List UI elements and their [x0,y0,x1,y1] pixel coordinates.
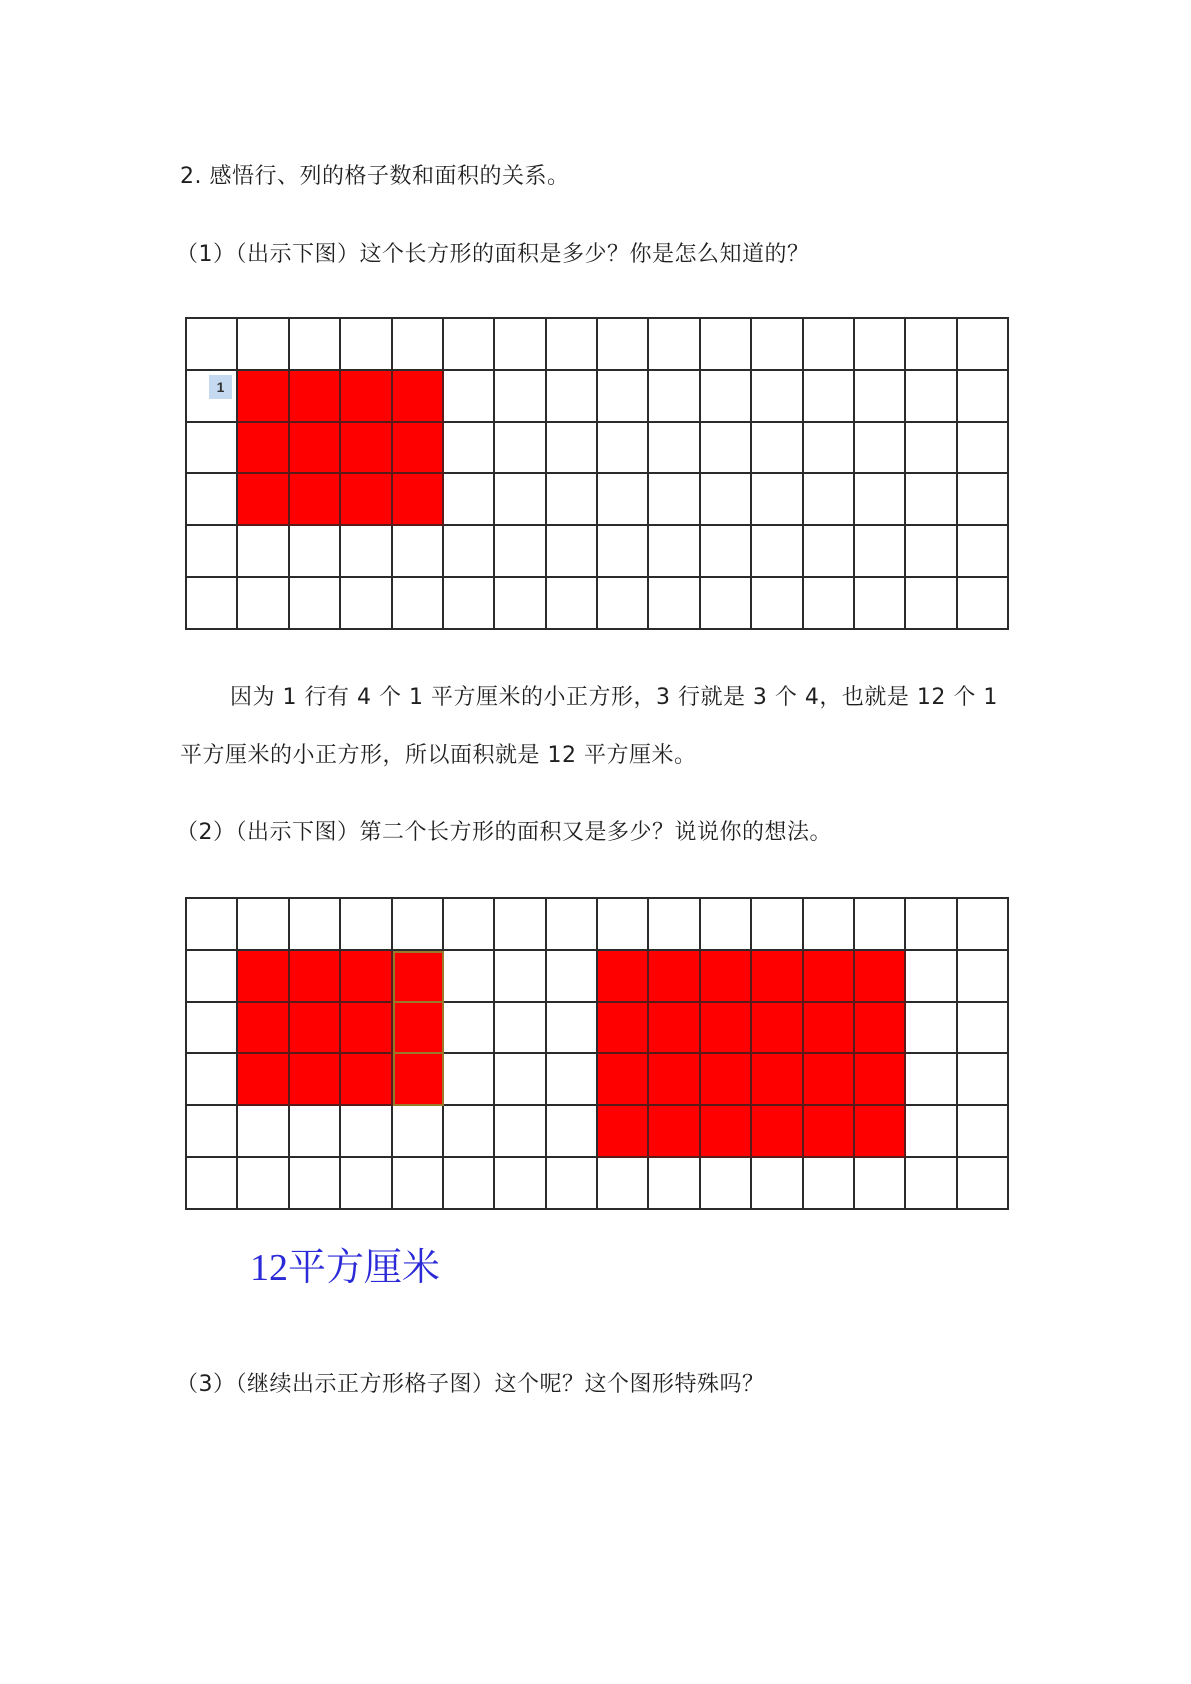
grid-cell [598,474,649,526]
grid-cell [238,526,289,578]
grid-cell [547,474,598,526]
grid-cell [393,1158,444,1210]
grid-cell [598,578,649,630]
shaded-cell-rectangle-4x6 [701,951,752,1003]
grid-cell [547,319,598,371]
shaded-cell-rectangle-3x4 [341,1003,392,1055]
shaded-cell-rectangle-4x6 [701,1054,752,1106]
grid-cell [855,371,906,423]
grid-cell [290,1106,341,1158]
grid-cell [598,526,649,578]
answer-label: 12平方厘米 [250,1247,441,1289]
shaded-cell-rectangle-4x6 [804,1003,855,1055]
grid-cell [547,1054,598,1106]
grid-cell [444,1054,495,1106]
shaded-cell-rectangle-3x4 [393,1003,444,1055]
grid-cell [958,371,1009,423]
grid-cell [906,423,957,475]
grid-cell [598,1158,649,1210]
shaded-cell-rectangle-3x4 [238,371,289,423]
shaded-cell-rectangle-4x6 [752,1054,803,1106]
grid-cell [187,1158,238,1210]
grid-cell [393,319,444,371]
grid-cell [906,1054,957,1106]
grid-cell [238,578,289,630]
grid-cell [393,899,444,951]
grid-cell [855,526,906,578]
grid-cell [804,423,855,475]
grid-cell [855,578,906,630]
grid-cell [804,578,855,630]
grid-cell [547,578,598,630]
grid-cell [958,1106,1009,1158]
grid-cell [444,578,495,630]
grid-cell [444,319,495,371]
shaded-cell-rectangle-3x4 [393,474,444,526]
grid-cell [547,1158,598,1210]
grid-cell [855,423,906,475]
grid-cell [649,578,700,630]
grid-cell [804,319,855,371]
grid-cell [444,951,495,1003]
grid-cell [341,899,392,951]
grid-cell [752,1158,803,1210]
grid-cell [444,526,495,578]
grid-cell [855,319,906,371]
grid-cell [187,474,238,526]
grid-cell [752,371,803,423]
grid-cell [393,578,444,630]
section-title: 2. 感悟行、列的格子数和面积的关系。 [180,164,570,189]
grid-cell [341,1106,392,1158]
shaded-cell-rectangle-3x4 [341,1054,392,1106]
shaded-cell-rectangle-4x6 [598,1054,649,1106]
question-2: （2）（出示下图）第二个长方形的面积又是多少？说说你的想法。 [176,820,832,845]
grid-cell [341,578,392,630]
shaded-cell-rectangle-4x6 [649,951,700,1003]
grid-cell [290,319,341,371]
grid-cell [752,899,803,951]
grid-cell [906,1158,957,1210]
grid-cell [187,1054,238,1106]
grid-cell [495,371,546,423]
question-1: （1）（出示下图）这个长方形的面积是多少？你是怎么知道的？ [176,242,810,267]
grid-cell [187,578,238,630]
grid-cell [547,423,598,475]
grid-cell [444,899,495,951]
grid-cell [393,1106,444,1158]
shaded-cell-rectangle-4x6 [804,1106,855,1158]
grid-cell [855,1158,906,1210]
shaded-cell-rectangle-4x6 [855,1054,906,1106]
grid-cell [958,474,1009,526]
shaded-cell-rectangle-4x6 [855,1003,906,1055]
grid-figure-1 [185,317,1009,630]
grid-cell [495,474,546,526]
grid-cell [906,951,957,1003]
shaded-cell-rectangle-4x6 [804,1054,855,1106]
grid-cell [187,899,238,951]
grid-cell [444,371,495,423]
shaded-cell-rectangle-4x6 [701,1106,752,1158]
grid-cell [393,526,444,578]
grid-cell [752,319,803,371]
shaded-cell-rectangle-3x4 [238,951,289,1003]
grid-cell [238,1106,289,1158]
shaded-cell-rectangle-3x4 [341,423,392,475]
grid-cell [495,423,546,475]
grid-cell [752,578,803,630]
shaded-cell-rectangle-4x6 [598,1106,649,1158]
grid-cell [341,1158,392,1210]
shaded-cell-rectangle-3x4 [290,371,341,423]
grid-cell [290,526,341,578]
grid-cell [958,1158,1009,1210]
grid-cell [187,1106,238,1158]
grid-cell [649,526,700,578]
question-3: （3）（继续出示正方形格子图）这个呢？这个图形特殊吗？ [176,1372,765,1397]
grid-cell [547,371,598,423]
shaded-cell-rectangle-3x4 [290,1054,341,1106]
grid-cell [187,1003,238,1055]
shaded-cell-rectangle-3x4 [393,951,444,1003]
shaded-cell-rectangle-3x4 [393,371,444,423]
shaded-cell-rectangle-4x6 [752,951,803,1003]
grid-cell [341,319,392,371]
grid-cell [495,526,546,578]
grid-cell [958,899,1009,951]
grid-cell [958,578,1009,630]
shaded-cell-rectangle-3x4 [341,951,392,1003]
grid-cell [547,1106,598,1158]
shaded-cell-rectangle-4x6 [701,1003,752,1055]
shaded-cell-rectangle-3x4 [238,474,289,526]
grid-cell [547,1003,598,1055]
grid-cell [495,1158,546,1210]
shaded-cell-rectangle-4x6 [649,1054,700,1106]
grid-figure-2 [185,897,1009,1210]
grid-cell [649,1158,700,1210]
grid-cell [495,578,546,630]
shaded-cell-rectangle-4x6 [598,1003,649,1055]
grid-cell [649,899,700,951]
shaded-cell-rectangle-4x6 [855,951,906,1003]
grid-cell [958,951,1009,1003]
shaded-cell-rectangle-4x6 [649,1106,700,1158]
grid-cell [238,899,289,951]
grid-cell [752,474,803,526]
grid-cell [804,371,855,423]
shaded-cell-rectangle-3x4 [290,1003,341,1055]
grid-cell [855,899,906,951]
shaded-cell-rectangle-3x4 [290,423,341,475]
grid-cell [187,526,238,578]
grid-cell [290,578,341,630]
shaded-cell-rectangle-3x4 [238,1054,289,1106]
grid-cell [701,371,752,423]
cell-number-badge: 1 [209,375,232,399]
grid-cell [444,1106,495,1158]
grid-cell [649,423,700,475]
grid-cell [958,526,1009,578]
grid-cell [547,951,598,1003]
shaded-cell-rectangle-3x4 [393,423,444,475]
grid-cell [444,474,495,526]
grid-cell [958,1054,1009,1106]
grid-cell [495,1003,546,1055]
grid-cell [649,474,700,526]
shaded-cell-rectangle-4x6 [752,1106,803,1158]
grid-cell [187,951,238,1003]
grid-cell [701,526,752,578]
grid-cell [444,1158,495,1210]
grid-cell [701,474,752,526]
shaded-cell-rectangle-4x6 [804,951,855,1003]
grid-cell [804,899,855,951]
grid-cell [958,1003,1009,1055]
grid-cell [701,319,752,371]
grid-cell [906,319,957,371]
grid-cell [804,526,855,578]
grid-cell [701,1158,752,1210]
grid-cell [752,526,803,578]
shaded-cell-rectangle-4x6 [598,951,649,1003]
grid-cell [495,951,546,1003]
shaded-cell-rectangle-3x4 [290,951,341,1003]
grid-cell [598,899,649,951]
shaded-cell-rectangle-3x4 [290,474,341,526]
grid-cell [238,1158,289,1210]
shaded-cell-rectangle-3x4 [393,1054,444,1106]
grid-cell [958,319,1009,371]
grid-cell [444,1003,495,1055]
shaded-cell-rectangle-3x4 [341,371,392,423]
grid-cell [752,423,803,475]
grid-cell [906,1106,957,1158]
grid-cell [495,899,546,951]
shaded-cell-rectangle-3x4 [238,423,289,475]
grid-cell [958,423,1009,475]
grid-cell [598,423,649,475]
grid-cell [187,371,238,423]
grid-cell [290,1158,341,1210]
explanation-line-2: 平方厘米的小正方形，所以面积就是 12 平方厘米。 [180,743,697,768]
shaded-cell-rectangle-3x4 [341,474,392,526]
grid-cell [906,578,957,630]
grid-cell [649,319,700,371]
grid-cell [547,899,598,951]
shaded-cell-rectangle-4x6 [855,1106,906,1158]
grid-cell [701,423,752,475]
grid-cell [701,578,752,630]
explanation-line-1: 因为 1 行有 4 个 1 平方厘米的小正方形，3 行就是 3 个 4，也就是 12 个 1 [230,685,998,710]
grid-cell [187,319,238,371]
grid-cell [341,526,392,578]
grid-cell [906,526,957,578]
grid-cell [598,371,649,423]
grid-cell [701,899,752,951]
grid-cell [804,474,855,526]
grid-cell [906,474,957,526]
shaded-cell-rectangle-4x6 [752,1003,803,1055]
grid-cell [290,899,341,951]
grid-cell [906,1003,957,1055]
shaded-cell-rectangle-4x6 [649,1003,700,1055]
grid-cell [547,526,598,578]
grid-cell [906,371,957,423]
grid-cell [495,1106,546,1158]
grid-cell [238,319,289,371]
grid-cell [495,319,546,371]
grid-cell [855,474,906,526]
grid-cell [495,1054,546,1106]
grid-cell [906,899,957,951]
grid-cell [187,423,238,475]
shaded-cell-rectangle-3x4 [238,1003,289,1055]
grid-cell [444,423,495,475]
grid-cell [598,319,649,371]
grid-cell [804,1158,855,1210]
grid-cell [649,371,700,423]
